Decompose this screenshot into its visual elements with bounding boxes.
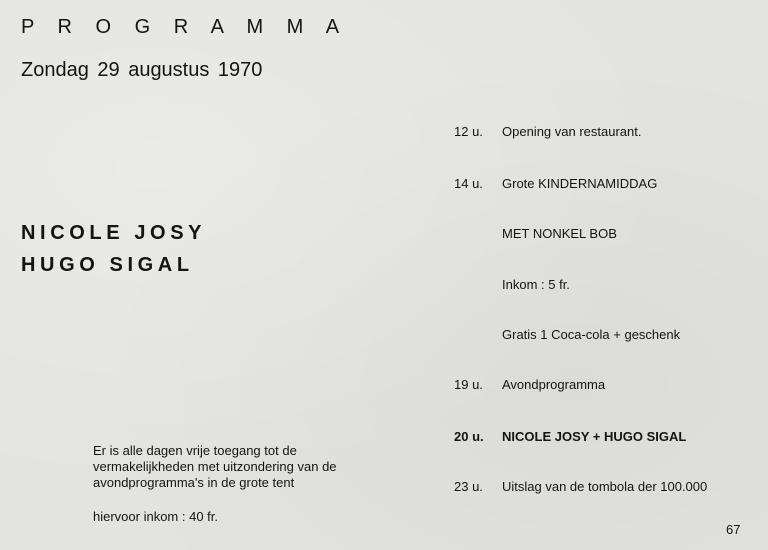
schedule-item: Gratis 1 Coca-cola + geschenk — [502, 327, 681, 342]
schedule-item: Grote KINDERNAMIDDAG — [502, 176, 658, 191]
artist-name: HUGO SIGAL — [21, 254, 194, 276]
schedule-time: 14 u. — [454, 176, 483, 191]
admission-price: hiervoor inkom : 40 fr. — [93, 509, 218, 524]
schedule-time: 20 u. — [454, 429, 484, 444]
schedule-item: Avondprogramma — [502, 377, 606, 392]
notice-line: vermakelijkheden met uitzondering van de — [93, 459, 337, 474]
schedule-item: NICOLE JOSY + HUGO SIGAL — [502, 429, 687, 444]
program-date: Zondag 29 augustus 1970 — [21, 59, 263, 81]
page-number: 67 — [726, 522, 741, 537]
artist-name: NICOLE JOSY — [21, 222, 207, 244]
notice-line: Er is alle dagen vrije toegang tot de — [93, 443, 297, 458]
schedule-item: Inkom : 5 fr. — [502, 277, 570, 292]
notice-line: avondprogramma's in de grote tent — [93, 475, 295, 490]
schedule-time: 23 u. — [454, 479, 483, 494]
schedule-item: Uitslag van de tombola der 100.000 — [502, 479, 708, 494]
schedule-item: Opening van restaurant. — [502, 124, 642, 139]
schedule-time: 19 u. — [454, 377, 483, 392]
schedule-item: MET NONKEL BOB — [502, 226, 617, 241]
program-heading: P R O G R A M M A — [21, 16, 349, 38]
admission-notice — [93, 443, 393, 491]
schedule-time: 12 u. — [454, 124, 483, 139]
